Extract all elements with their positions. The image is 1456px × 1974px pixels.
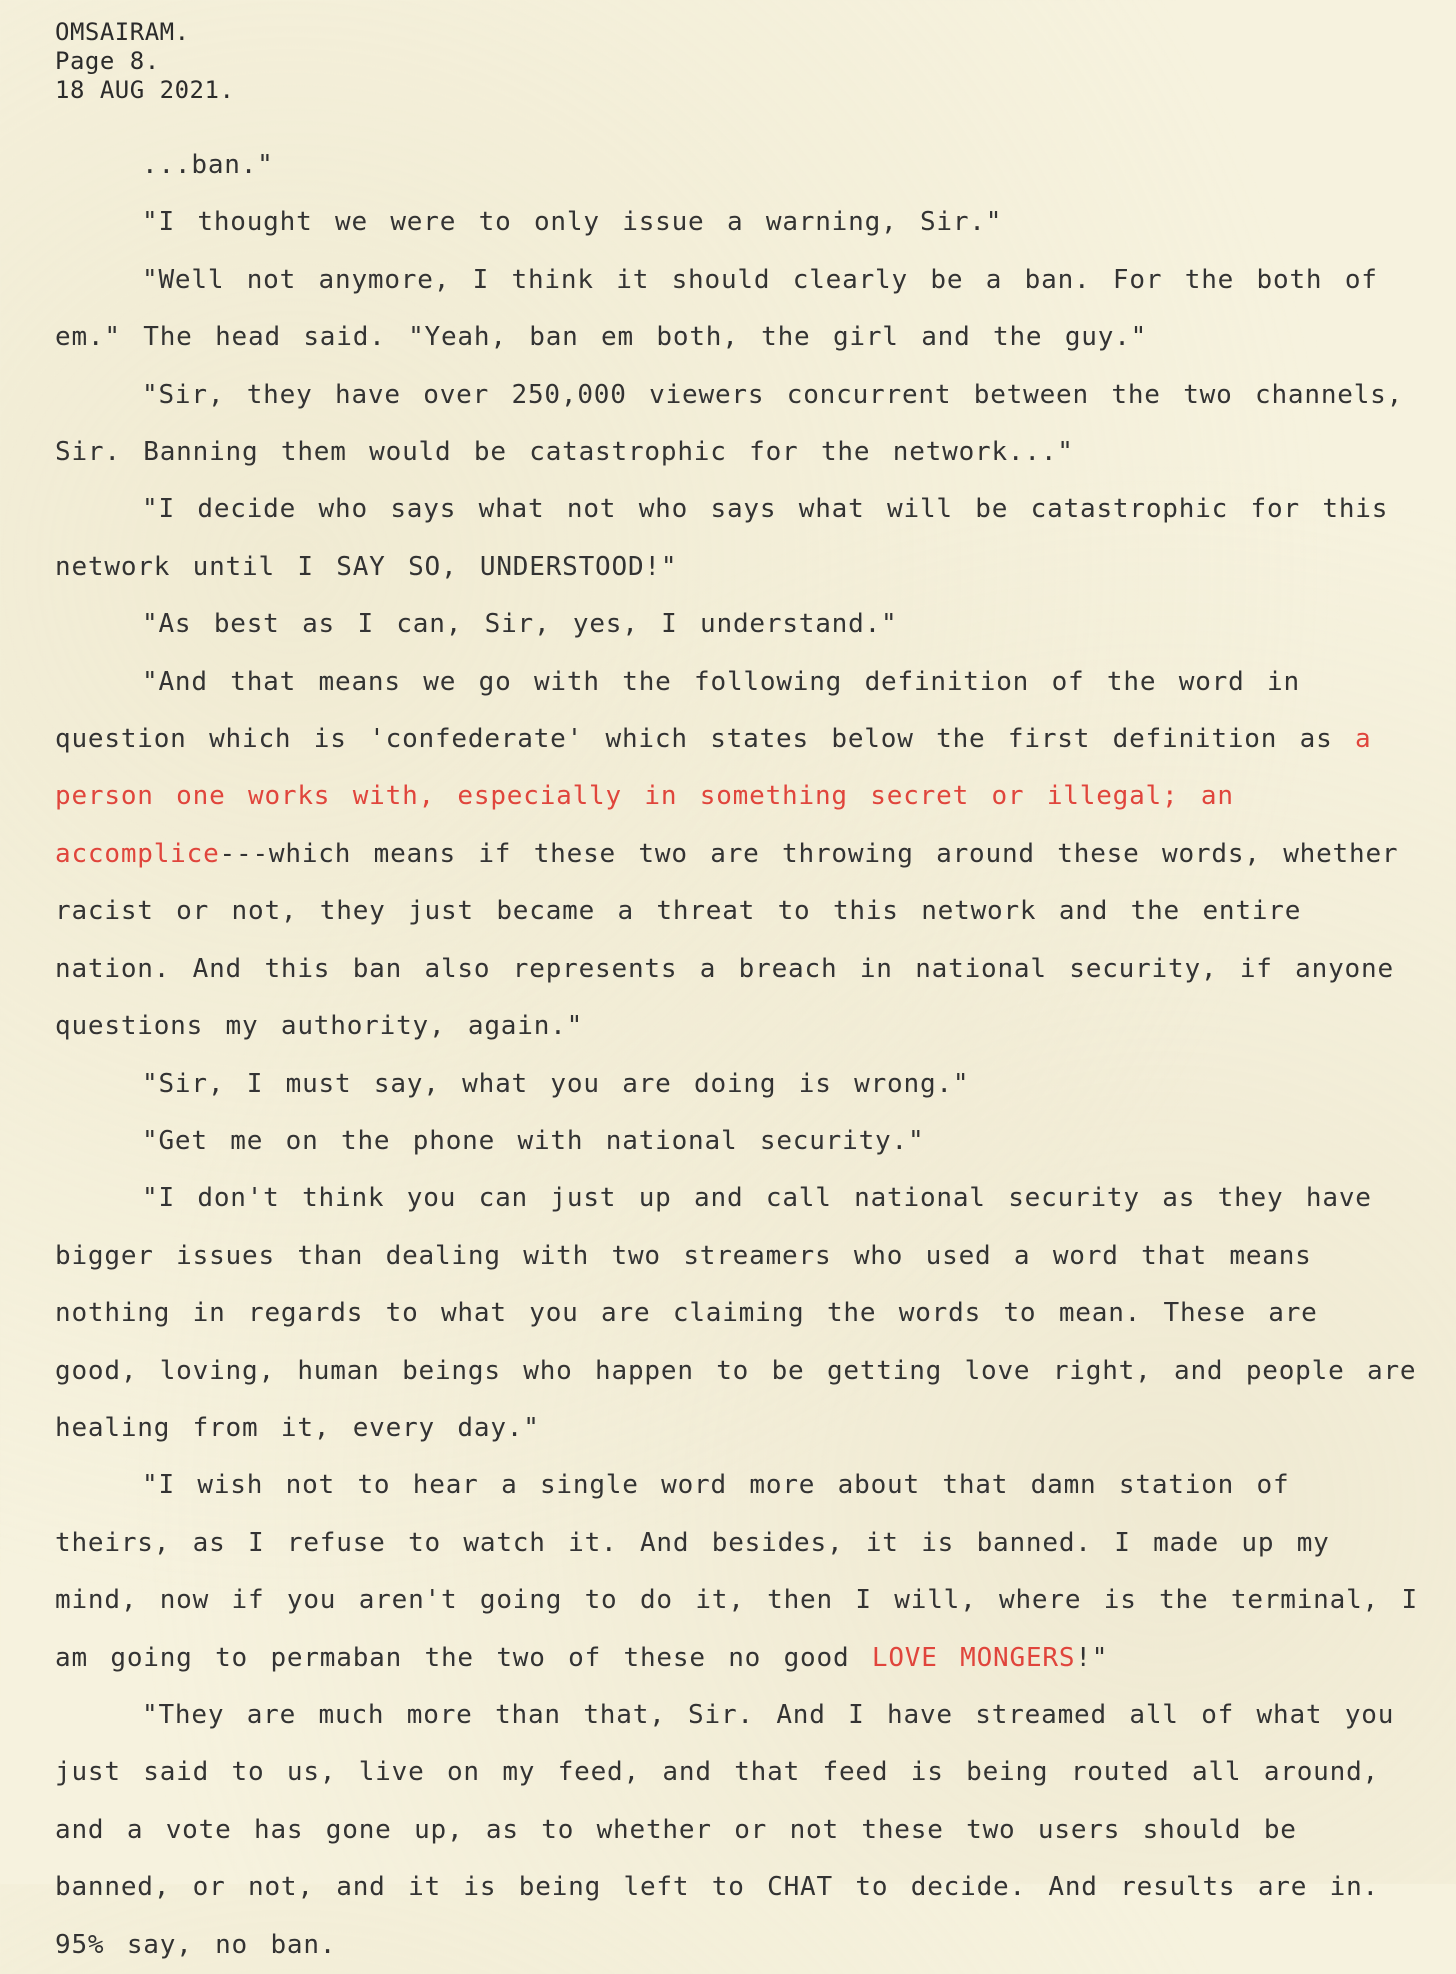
paragraph: "They are much more than that, Sir. And I have streamed all of what you just said to us, live on my feed, and that feed is being routed all around, and a vote has gone up, as to whether or not these two users should be banned, or not, and it is being left to CHAT to decide. And results are in. 95% say, no ban. [55,1699,1395,1960]
paragraph: "I decide who says what not who says what will be catastrophic for this network until I SAY SO, UNDERSTOOD!" [55,494,1389,582]
paragraph-love-mongers [55,1457,1420,1687]
paragraph: "I thought we were to only issue a warning, Sir." [142,207,1003,238]
paragraph: "Sir, they have over 250,000 viewers concurrent between the two channels, Sir. Banning them would be catastrophic for the network..." [55,379,1404,468]
paragraph: "I don't think you can just up and call national security as they have bigger issues than dealing with two streamers who used a word that means nothing in regards to what you are claiming the words to mean. These are good, loving, human beings who happen to be getting love right, and people are healing from it, every day." [55,1183,1417,1443]
love-mongers-highlight: LOVE MONGERS [871,1642,1076,1673]
paragraph-text: ---which means if these two are throwing around these words, whether racist or not, they just became a threat to this network and the entire nation. And this ban also represents a breach in national security, if anyone questions my authority, again." [55,838,1399,1042]
paragraph-text: "I wish not to hear a single word more about that damn station of theirs, as I refuse to watch it. And besides, it is banned. I made up my mind, now if you aren't going to do it, then I will, where is the terminal, I am going to permaban the two of these no good [55,1470,1418,1673]
paragraph: "Sir, I must say, what you are doing is wrong." [142,1068,970,1099]
paragraph-text: !" [1075,1642,1109,1673]
paragraph: "Get me on the phone with national security." [142,1125,925,1156]
paragraph: ...ban." [142,150,274,180]
paragraph: "As best as I can, Sir, yes, I understand." [142,609,898,640]
definition-highlight: a person one works with, especially in something secret or illegal; an accomplice [55,724,1372,869]
paragraph-text: "And that means we go with the following definition of the word in question which is 'confederate' which states below the first definition as [55,666,1355,755]
page-header [55,18,1420,105]
paragraph-definition [55,654,1420,1056]
page-body [55,137,1420,1974]
header-title: OMSAIRAM. [55,18,190,46]
paragraph: "Well not anymore, I think it should clearly be a ban. For the both of em." The head said. "Yeah, ban em both, the girl and the guy." [55,264,1378,353]
header-date: 18 AUG 2021. [55,76,235,104]
header-page-number: Page 8. [55,47,160,75]
